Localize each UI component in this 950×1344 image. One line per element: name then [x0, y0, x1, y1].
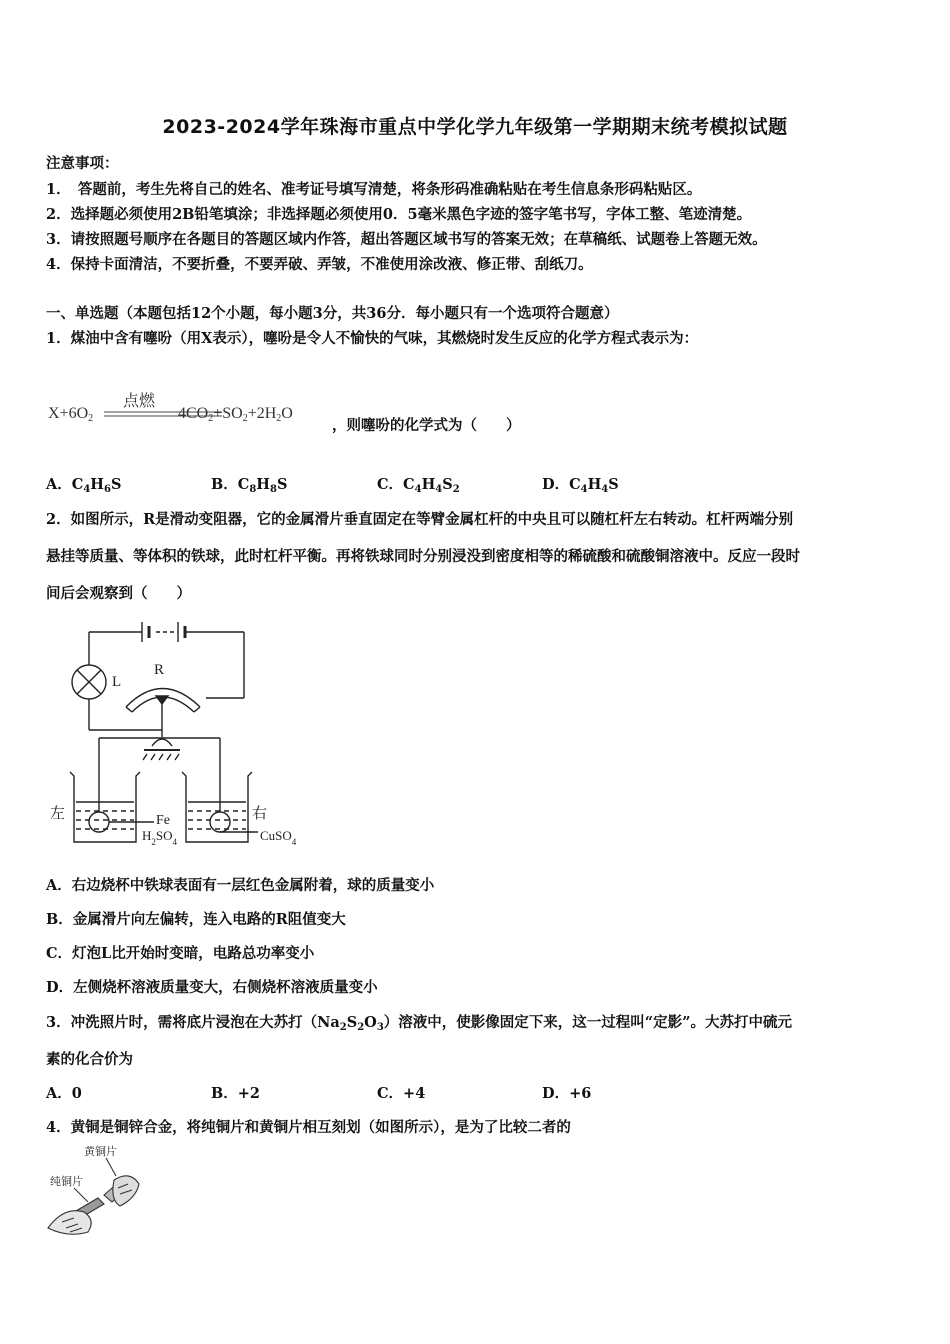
salt-label: CuSO$_4$: [260, 828, 297, 847]
q1-after-equation: ，则噻吩的化学式为（ ）: [332, 417, 521, 434]
equation-condition: 点燃: [123, 393, 156, 410]
notice-item-3: 3．请按照题号顺序在各题目的答题区域内作答，超出答题区域书写的答案无效；在草稿纸、试题卷上答题无效。: [46, 231, 767, 248]
q3-option-b: B．+2: [211, 1085, 261, 1102]
q1-equation: $X+6O_2$ 点燃 $4CO_2+SO_2+2H_2O$: [48, 392, 338, 438]
q2-option-d: D．左侧烧杯溶液质量变大，右侧烧杯溶液质量变小: [46, 979, 378, 996]
q3-option-d: D．+6: [542, 1085, 592, 1102]
q1-option-b: B．$C_8H_8S$: [211, 476, 288, 495]
notice-item-1: 1． 答题前，考生先将自己的姓名、准考证号填写清楚，将条形码准确粘贴在考生信息条形码粘贴区。: [46, 181, 702, 198]
q2-stem-line-1: 2．如图所示，R是滑动变阻器，它的金属滑片垂直固定在等臂金属杠杆的中央且可以随杠杆左右转动。杠杆两端分别: [46, 511, 794, 528]
q3-stem-line-1: 3．冲洗照片时，需将底片浸泡在大苏打$(Na_2S_2O_3)$溶液中，使影像固定下来，这一过程叫“定影”。大苏打中硫元: [46, 1014, 792, 1033]
q2-stem-line-2: 悬挂等质量、等体积的铁球，此时杠杆平衡。再将铁球同时分别浸没到密度相等的稀硫酸和硫酸铜溶液中。反应一段时: [46, 548, 800, 565]
q3-stem-line-2: 素的化合价为: [46, 1051, 133, 1068]
q1-stem: 1．煤油中含有噻吩（用X表示），噻吩是令人不愉快的气味，其燃烧时发生反应的化学方程式表示为：: [46, 330, 699, 347]
q2-option-a: A．右边烧杯中铁球表面有一层红色金属附着，球的质量变小: [46, 877, 435, 894]
q3-option-a: A．0: [46, 1085, 82, 1102]
copper-label: 纯铜片: [50, 1175, 83, 1188]
q2-option-b: B．金属滑片向左偏转，连入电路的R阻值变大: [46, 911, 346, 928]
lamp-label: L: [112, 674, 122, 690]
q1-option-a: A．$C_4H_6S$: [46, 476, 122, 495]
fe-label: Fe: [156, 813, 170, 828]
brass-label: 黄铜片: [84, 1145, 117, 1158]
q1-option-d: D．$C_4H_4S$: [542, 476, 619, 495]
q2-stem-line-3: 间后会观察到（ ）: [46, 585, 191, 602]
acid-label: $H_2SO_4$: [142, 828, 178, 847]
notice-item-2: 2．选择题必须使用2B铅笔填涂；非选择题必须使用0．5毫米黑色字迹的签字笔书写，字体工整、笔迹清楚。: [46, 206, 752, 223]
q2-option-c: C．灯泡L比开始时变暗，电路总功率变小: [46, 945, 315, 962]
notice-heading: 注意事项：: [46, 155, 119, 172]
resistor-label: R: [154, 662, 165, 678]
q2-circuit-figure: [44, 612, 324, 852]
left-label: 左: [50, 804, 66, 822]
q1-option-c: C．$C_4H_4S_2$: [377, 476, 460, 495]
q4-stem: 4．黄铜是铜锌合金，将纯铜片和黄铜片相互刻划（如图所示），是为了比较二者的: [46, 1119, 571, 1136]
section-heading: 一、单选题（本题包括12个小题，每小题3分，共36分．每小题只有一个选项符合题意）: [46, 305, 619, 322]
right-label: 右: [252, 804, 268, 822]
q3-option-c: C．+4: [377, 1085, 426, 1102]
q4-scratch-figure: [44, 1140, 154, 1240]
notice-item-4: 4．保持卡面清洁，不要折叠，不要弄破、弄皱，不准使用涂改液、修正带、刮纸刀。: [46, 256, 593, 273]
page-title: 2023-2024学年珠海市重点中学化学九年级第一学期期末统考模拟试题: [162, 116, 788, 138]
